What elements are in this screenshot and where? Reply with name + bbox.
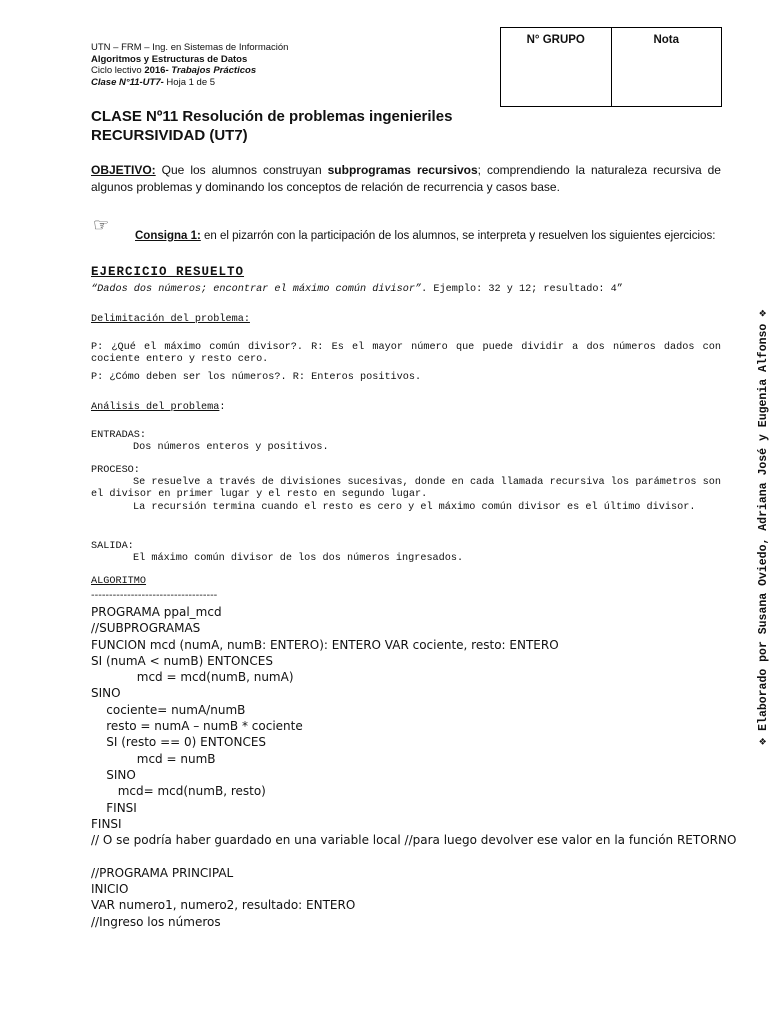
header-class: Clase N°11-UT7- Hoja 1 de 5 <box>91 76 216 88</box>
objective-paragraph: OBJETIVO: Que los alumnos construyan subprogramas recursivos; comprendiendo la naturaleza recursiva de algunos problemas y dominando los conceptos de relación de recurrencia y casos base. <box>91 163 721 194</box>
page-title: CLASE Nº11 Resolución de problemas ingenieriles <box>91 108 453 125</box>
code-line: // O se podría haber guardado en una variable local //para luego devolver ese valor en la función RETORNO <box>91 833 737 848</box>
code-line: //SUBPROGRAMAS <box>91 621 201 636</box>
code-line: //PROGRAMA PRINCIPAL <box>91 865 234 880</box>
code-line: SI (resto == 0) ENTONCES <box>91 735 267 750</box>
inputs-text: Dos números enteros y positivos. <box>133 442 329 453</box>
page-subtitle: RECURSIVIDAD (UT7) <box>91 127 248 144</box>
note-cell: Nota <box>611 28 722 106</box>
diamond-icon: ❖ <box>756 737 770 745</box>
authors-text: Elaborado por Susana Oviedo, Adriana José y Eugenia Alfonso <box>757 323 770 731</box>
code-line: SINO <box>91 686 121 701</box>
consigna-label: Consigna 1: <box>135 230 201 242</box>
grade-box <box>500 27 722 107</box>
document-header <box>91 42 288 88</box>
header-university: UTN – FRM – Ing. en Sistemas de Información <box>91 42 289 53</box>
code-line: FINSI <box>91 816 122 831</box>
objective-label: OBJETIVO: <box>91 163 156 177</box>
process-text-2: La recursión termina cuando el resto es cero y el máximo común divisor es el último divisor. <box>133 502 696 513</box>
group-cell: N° GRUPO <box>526 34 585 46</box>
output-label: SALIDA: <box>91 541 134 552</box>
separator-line: ----------------------------------- <box>91 590 218 601</box>
process-label: PROCESO: <box>91 465 140 476</box>
output-text: El máximo común divisor de los dos números ingresados. <box>133 553 464 564</box>
code-line: resto = numA – numB * cociente <box>91 719 303 734</box>
code-line: SINO <box>91 767 136 782</box>
analysis-title: Análisis del problema: <box>91 402 226 413</box>
delimitation-q2: P: ¿Cómo deben ser los números?. R: Enteros positivos. <box>91 372 422 383</box>
algorithm-label: ALGORITMO <box>91 576 147 587</box>
code-line <box>91 848 736 864</box>
authors-side-note <box>755 310 770 745</box>
code-line: SI (numA < numB) ENTONCES <box>91 653 273 668</box>
code-line: PROGRAMA ppal_mcd <box>91 605 222 619</box>
code-line: VAR numero1, numero2, resultado: ENTERO <box>91 898 356 913</box>
consigna-paragraph: Consigna 1: en el pizarrón con la participación de los alumnos, se interpreta y resuelven los siguientes ejercicios: <box>135 230 716 242</box>
delimitation-title: Delimitación del problema: <box>91 314 250 325</box>
process-text-1: Se resuelve a través de divisiones sucesivas, donde en cada llamada recursiva los parámetros son el divisor en primer lugar y el resto en segundo lugar. <box>91 477 721 501</box>
pointing-hand-icon: ☞ <box>93 215 110 235</box>
code-line: //Ingreso los números <box>91 914 221 929</box>
pseudocode-block <box>91 604 736 930</box>
delimitation-q1: P: ¿Qué el máximo común divisor?. R: Es el mayor número que puede dividir a dos números dados con cociente entero y resto cero. <box>91 342 721 366</box>
code-line: mcd= mcd(numB, resto) <box>91 784 266 799</box>
inputs-label: ENTRADAS: <box>91 430 147 441</box>
code-line: FUNCION mcd (numA, numB: ENTERO): ENTERO VAR cociente, resto: ENTERO <box>91 637 559 652</box>
code-line: cociente= numA/numB <box>91 702 246 717</box>
code-line: mcd = mcd(numB, numA) <box>91 670 294 685</box>
code-line: FINSI <box>91 800 137 815</box>
code-line: mcd = numB <box>91 751 216 766</box>
code-line: INICIO <box>91 882 129 897</box>
exercise-question: “Dados dos números; encontrar el máximo común divisor”. Ejemplo: 32 y 12; resultado: 4” <box>91 284 623 295</box>
header-subject: Algoritmos y Estructuras de Datos <box>91 53 248 65</box>
diamond-icon: ❖ <box>756 309 770 317</box>
exercise-title: EJERCICIO RESUELTO <box>91 265 245 279</box>
header-cycle: Ciclo lectivo 2016- Trabajos Prácticos <box>91 65 257 76</box>
